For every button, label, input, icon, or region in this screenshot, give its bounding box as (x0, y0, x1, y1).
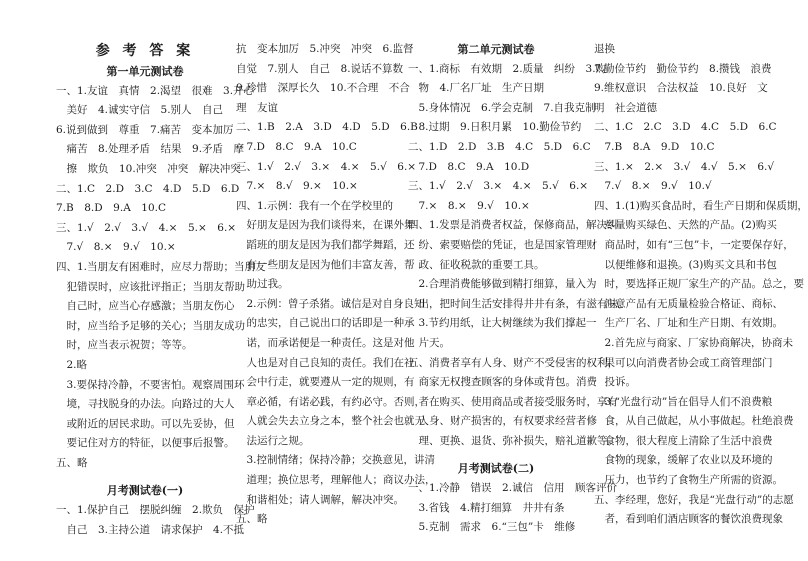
answer-line: 一、1.商标 有效期 2.质量 纠纷 3.购 (408, 62, 607, 75)
answer-line: 章必循，有诺必践，有约必守。否则， (236, 395, 425, 408)
answer-line: 者，看到咱们酒店顾客的餐饮浪费现象 (594, 513, 783, 526)
answer-line: 人身、财产损害的，有权要求经营者修 (408, 415, 597, 428)
answer-line: 8.过期 9.日积月累 10.勤俭节约 (408, 121, 582, 134)
answer-line: 四、1.(1)购买食品时，看生产日期和保质期， (594, 199, 808, 212)
answer-line: 有一些朋友是因为他们丰富友善，帮 (236, 258, 415, 271)
answer-line: 7.D 8.C 9.A 10.C (236, 140, 357, 153)
spacer (56, 473, 234, 481)
answer-line: 时，要选择正规厂家生产的产品。总之，要 (594, 278, 804, 291)
answer-line: 9.维权意识 合法权益 10.良好 文 (594, 82, 768, 95)
answer-line: 果可以向消费者协会或工商管理部门 (594, 356, 773, 369)
answer-line: 好朋友是因为我们谈得来，在课外舞 (236, 219, 415, 232)
answer-line: 时，应当表示祝贺；等等。 (56, 339, 193, 352)
answer-line: 7.√ 8.× 9.√ 10.× (56, 241, 176, 254)
answer-line: 食物的现象，缓解了农业以及环境的 (594, 454, 773, 467)
answer-line: 尽量购买绿色、天然的产品。(2)购买 (594, 219, 777, 232)
answer-line: 5.克制 需求 6.“三包”卡 维修 (408, 521, 576, 534)
answer-line: 五、消费者享有人身、财产不受侵害的权利， (408, 356, 618, 369)
answer-line: 2.示例：曾子杀猪。诚信是对自身良知 (236, 297, 425, 310)
answer-line: 政、征收税款的重要工具。 (408, 258, 545, 271)
answer-line: 以便维修和退换。(3)购买文具和书包 (594, 258, 777, 271)
answer-line: 7.勤俭节约 勤俭节约 8.攒钱 浪费 (594, 62, 772, 75)
answer-line: 二、1.C 2.D 3.C 4.D 5.D 6.D (56, 182, 240, 195)
section-heading: 第一单元测试卷 (106, 65, 184, 78)
answer-line: 二、1.B 2.A 3.D 4.D 5.D 6.B (236, 121, 418, 134)
answer-line: 片天。 (408, 336, 450, 349)
answer-line: 的忠实，自己说出口的话即是一种承 (236, 317, 415, 330)
answer-line: 退换 (594, 43, 615, 55)
answer-line: 人也是对自己良知的责任。我们在社 (236, 356, 415, 369)
answer-line: 境，寻找脱身的办法。向路过的大人 (56, 398, 235, 411)
answer-line: 3.节约用纸，让大树继续为我们撑起一 (408, 317, 597, 330)
answer-line: 一、1.友谊 真情 2.渴望 很难 3.开心 (56, 84, 255, 97)
answer-line: 法运行之规。 (236, 434, 310, 447)
section-heading: 月考测试卷(一) (106, 484, 184, 498)
answer-line: 商品时，如有“三包”卡，一定要保存好， (594, 238, 794, 251)
answer-line: 三、1.√ 2.√ 3.× 4.× 5.√ 6.× (408, 180, 589, 193)
answer-line: 四、1.发票是消费者权益，保修商品，解决纠 (408, 219, 618, 232)
answer-line: 自己 3.主持公道 请求保护 4.不抵 (56, 523, 245, 536)
answer-line: 诺，而承诺便是一种责任。这是对他 (236, 336, 415, 349)
answer-line: 四、1.当朋友有困难时，应尽力帮助；当朋友 (56, 260, 266, 273)
answer-line: 五、略 (236, 513, 268, 526)
answer-line: 物 4.厂名厂址 生产日期 (408, 82, 545, 95)
answer-line: 道理；换位思考，理解他人；商议办法， (236, 474, 436, 487)
answer-line: 投诉。 (594, 376, 636, 389)
answer-line: 痛苦 8.处理矛盾 结果 9.矛盾 摩 (56, 143, 245, 156)
answer-line: 五、略 (56, 456, 88, 469)
answer-line: 3.要保持冷静，不要害怕。观察周围环 (56, 378, 245, 391)
page-title: 参 考 答 案 (95, 43, 195, 59)
answer-line: 会中行走，就要遵从一定的规则，有 (236, 376, 415, 389)
answer-line: 四、1.示例：我有一个在学校里的 (236, 199, 394, 212)
answer-line: 二、1.D 2.D 3.B 4.C 5.D 6.C (408, 140, 591, 153)
answer-line: 者在购买、使用商品或者接受服务时，享有 (408, 395, 618, 408)
answer-line: 3.控制情绪；保持冷静；交换意见，讲清 (236, 454, 436, 467)
answer-line: 3.“光盘行动”旨在倡导人们不浪费粮 (594, 395, 773, 408)
answer-line: 7.B 8.A 9.D 10.C (594, 140, 715, 153)
answer-line: 生产厂名、厂址和生产日期、有效期。 (594, 317, 783, 330)
answer-line: 擦 欺负 10.冲突 冲突 解决冲突 (56, 162, 241, 175)
answer-line: 一、1.保护自己 摆脱纠缠 2.欺负 保护 (56, 504, 255, 517)
answer-line: 7.× 8.× 9.√ 10.× (408, 199, 530, 212)
answer-line: 注意产品有无质量检验合格证、商标、 (594, 297, 783, 310)
answer-line: 理 友谊 (236, 101, 278, 114)
answer-line: 商家无权搜查顾客的身体或背包。消费 (408, 376, 597, 389)
answer-line: 自觉 7.别人 自己 8.说话不算数 (236, 62, 404, 75)
answer-line: 2.合理消费能够做到精打细算，量入为 (408, 278, 597, 291)
answer-line: 7.× 8.√ 9.× 10.× (236, 180, 358, 193)
answer-line: 食，从自己做起，从小事做起。杜绝浪费 (594, 415, 794, 428)
answer-line: 蹈班的朋友是因为我们都学舞蹈，还 (236, 238, 415, 251)
answer-line: 纷、索要赔偿的凭证，也是国家管理财 (408, 238, 597, 251)
answer-line: 明 社会道德 (594, 101, 657, 114)
section-heading: 第二单元测试卷 (457, 43, 535, 56)
answer-line: 2.首先应与商家、厂家协商解决，协商未 (594, 336, 794, 349)
answer-line: 一、1.冷静 错误 2.诚信 信用 顾客评价 (408, 482, 618, 495)
answer-line: 和谐相处；请人调解，解决冲突。 (236, 493, 404, 506)
answer-line: 9.珍惜 深厚长久 10.不合理 不合 (236, 82, 410, 95)
answer-line: 人就会失去立身之本，整个社会也就无 (236, 415, 425, 428)
answer-line: 美好 4.诚实守信 5.别人 自己 (56, 104, 224, 117)
answer-line: 二、1.C 2.C 3.D 4.C 5.D 6.C (594, 121, 777, 134)
answer-line: 5.身体情况 6.学会克制 7.自我克制 (408, 101, 596, 114)
answer-line: 或附近的居民求助。可以先妥协，但 (56, 417, 235, 430)
column-4 (594, 40, 808, 530)
section-heading: 月考测试卷(二) (457, 462, 535, 476)
answer-line: 7.D 8.C 9.A 10.D (408, 160, 530, 173)
answer-line: 三、1.√ 2.√ 3.√ 4.× 5.× 6.× (56, 221, 237, 234)
answer-line: 6.说到做到 尊重 7.痛苦 变本加厉 (56, 123, 234, 136)
answer-line: 3.省钱 4.精打细算 井井有条 (408, 501, 565, 514)
answer-line: 2.略 (56, 358, 88, 371)
answer-line: 三、1.× 2.× 3.√ 4.√ 5.× 6.√ (594, 160, 775, 173)
answer-line: 7.B 8.D 9.A 10.C (56, 202, 167, 215)
answer-line: 要记住对方的特征，以便事后报警。 (56, 437, 235, 450)
answer-line: 助过我。 (236, 278, 289, 291)
answer-line: 出，把时间生活安排得井井有条，有滋有味。 (408, 297, 629, 310)
answer-line: 7.√ 8.× 9.√ 10.√ (594, 180, 712, 193)
column-4-lines (594, 40, 808, 530)
answer-line: 三、1.√ 2.√ 3.× 4.× 5.√ 6.× (236, 160, 417, 173)
answer-line: 理、更换、退货、弥补损失，赔礼道歉等。 (408, 434, 618, 447)
spacer (408, 451, 584, 459)
answer-line: 压力，也节约了食物生产所需的资源。 (594, 474, 783, 487)
answer-line: 食物，很大程度上清除了生活中浪费 (594, 434, 773, 447)
answer-line: 抗 变本加厉 5.冲突 冲突 6.监督 (236, 43, 414, 55)
answer-line: 五、李经理，您好，我是“光盘行动”的志愿 (594, 493, 794, 506)
answer-line: 时，应当给予足够的关心；当朋友成功 (56, 319, 245, 332)
answer-line: 犯错误时，应该批评指正；当朋友帮助 (56, 280, 245, 293)
answer-line: 自己时，应当心存感激；当朋友伤心 (56, 300, 235, 313)
